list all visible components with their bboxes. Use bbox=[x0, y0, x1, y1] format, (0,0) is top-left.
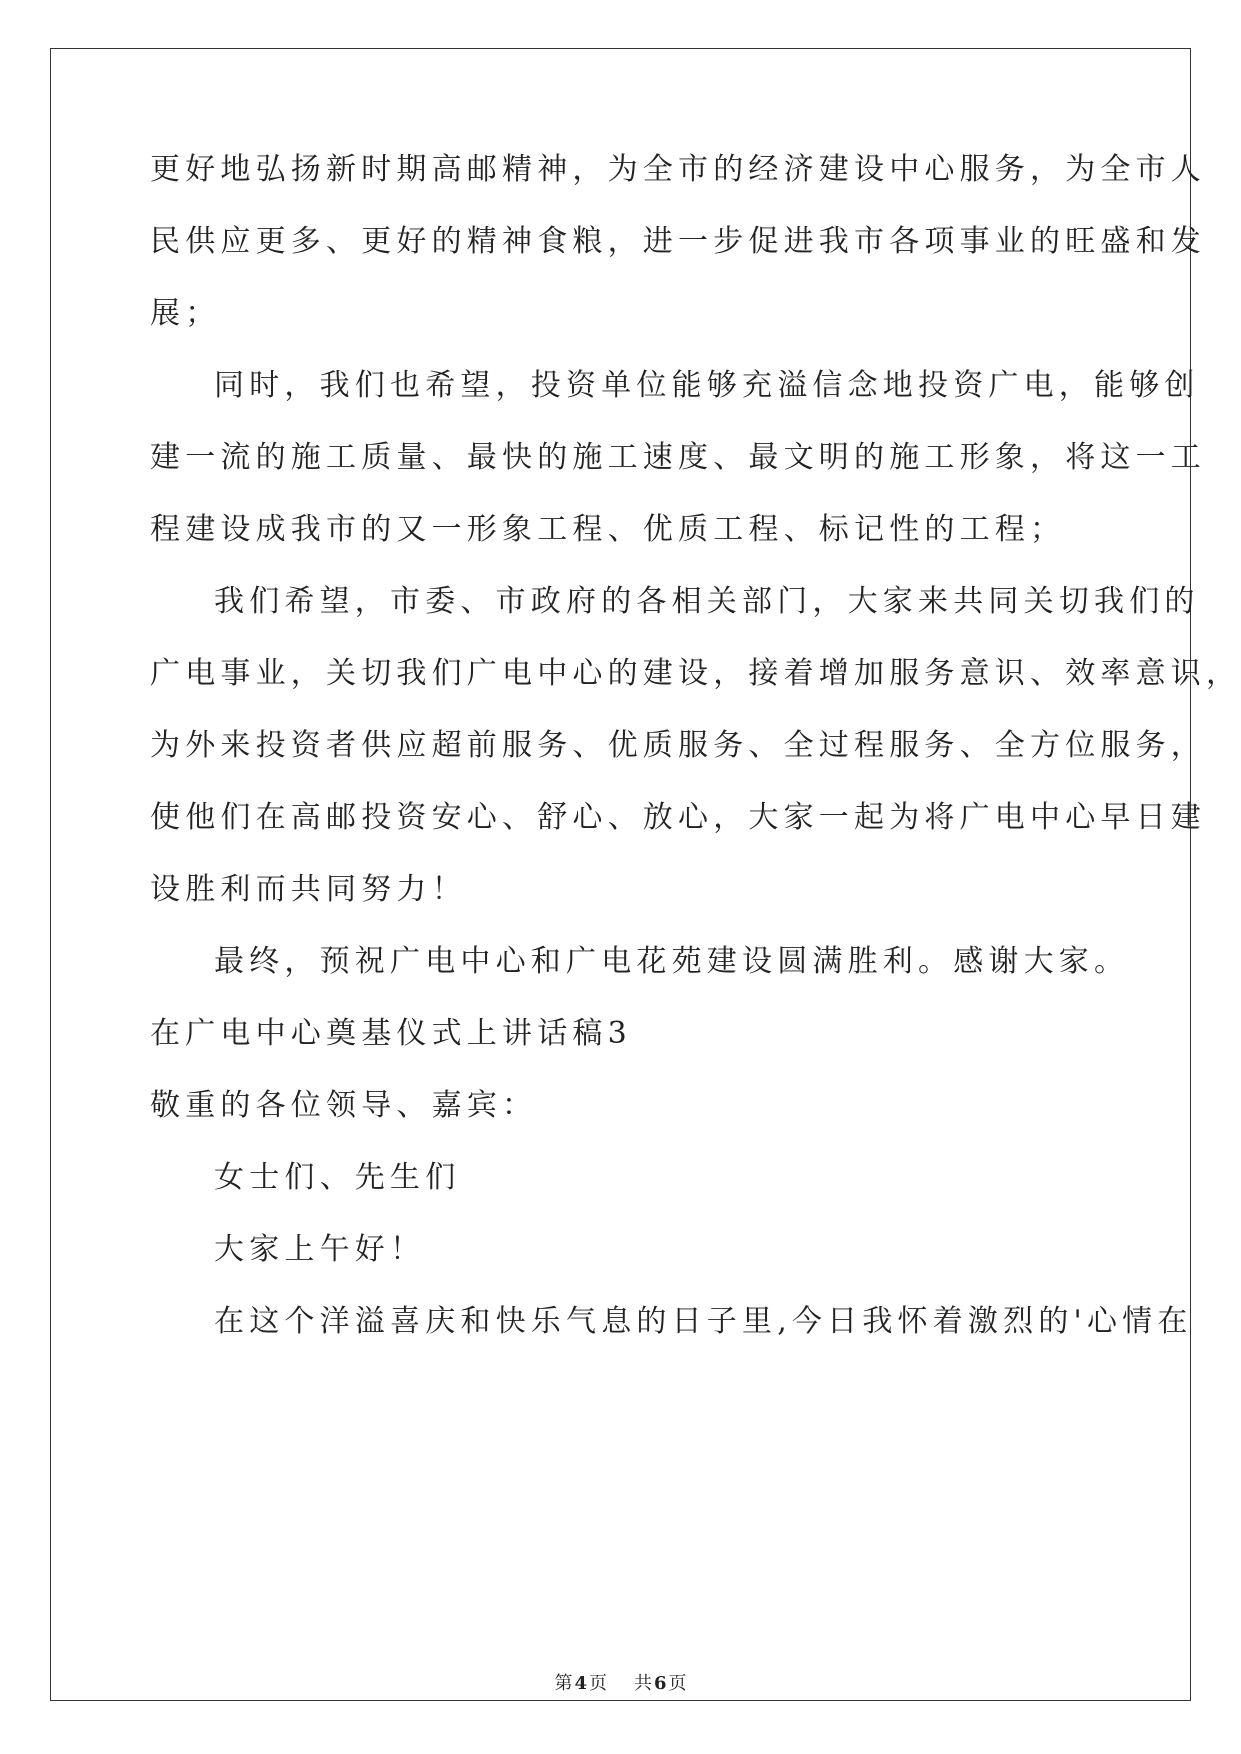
section-heading: 在广电中心奠基仪式上讲话稿3 bbox=[150, 1016, 632, 1051]
body-line-11: 设胜利而共同努力！ bbox=[150, 872, 467, 907]
footer-page-suffix: 页 bbox=[589, 1673, 608, 1694]
greeting-line-2: 大家上午好！ bbox=[214, 1232, 426, 1267]
body-line-4: 同时，我们也希望，投资单位能够充溢信念地投资广电，能够创 bbox=[214, 368, 1200, 403]
body-line-9: 为外来投资者供应超前服务、优质服务、全过程服务、全方位服务， bbox=[150, 728, 1206, 763]
body-line-2: 民供应更多、更好的精神食粮，进一步促进我市各项事业的旺盛和发 bbox=[150, 224, 1206, 259]
body-line-5: 建一流的施工质量、最快的施工速度、最文明的施工形象，将这一工 bbox=[150, 440, 1206, 475]
footer-page-number: 4 bbox=[574, 1673, 588, 1694]
footer-prefix: 第 bbox=[554, 1673, 573, 1694]
body-line-3: 展； bbox=[150, 296, 221, 331]
footer-total-pages: 6 bbox=[653, 1673, 667, 1694]
body-line-7: 我们希望，市委、市政府的各相关部门，大家来共同关切我们的 bbox=[214, 584, 1200, 619]
salutation: 敬重的各位领导、嘉宾： bbox=[150, 1088, 538, 1123]
body-line-1: 更好地弘扬新时期高邮精神，为全市的经济建设中心服务，为全市人 bbox=[150, 152, 1206, 187]
page-footer bbox=[0, 1672, 1241, 1696]
body-line-10: 使他们在高邮投资安心、舒心、放心，大家一起为将广电中心早日建 bbox=[150, 800, 1206, 835]
body-line-8: 广电事业，关切我们广电中心的建设，接着增加服务意识、效率意识， bbox=[150, 656, 1241, 691]
greeting-line-1: 女士们、先生们 bbox=[214, 1160, 461, 1195]
body-line-6: 程建设成我市的又一形象工程、优质工程、标记性的工程； bbox=[150, 512, 1066, 547]
footer-total-prefix: 共 bbox=[633, 1673, 652, 1694]
body-line-13: 在这个洋溢喜庆和快乐气息的日子里,今日我怀着激烈的'心情在 bbox=[214, 1304, 1193, 1339]
footer-total-suffix: 页 bbox=[668, 1673, 687, 1694]
body-line-12: 最终，预祝广电中心和广电花苑建设圆满胜利。感谢大家。 bbox=[214, 944, 1130, 979]
